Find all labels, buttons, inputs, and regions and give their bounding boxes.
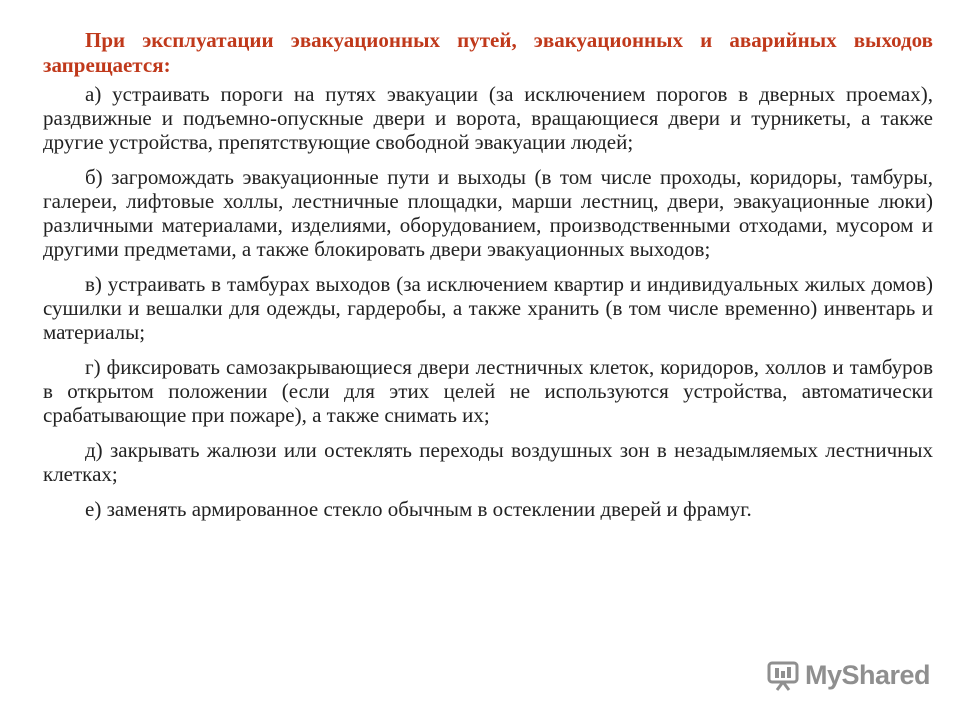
list-item-f: е) заменять армированное стекло обычным в остеклении дверей и фрамуг. [85, 497, 752, 521]
list-item-d: г) фиксировать самозакрывающиеся двери лестничных клеток, коридоров, холлов и тамбуров в открытом положении (если для этих целей не используются устройства, автоматически срабатывающие при пожаре), а также снимать их; [43, 355, 933, 427]
list-item-b: б) загромождать эвакуационные пути и выходы (в том числе проходы, коридоры, тамбуры, галереи, лифтовые холлы, лестничные площадки, марши лестниц, двери, эвакуационные люки) различными материалами, изделиями, оборудованием, производственными отходами, мусором и другими предметами, а также блокировать двери эвакуационных выходов; [43, 165, 933, 261]
slide-heading: При эксплуатации эвакуационных путей, эвакуационных и аварийных выходов запрещается: [43, 28, 933, 77]
slide-content [43, 28, 933, 532]
presentation-board-icon [766, 658, 800, 692]
list-item-e: д) закрывать жалюзи или остеклять переходы воздушных зон в незадымляемых лестничных клетках; [43, 438, 933, 486]
watermark-brand-text: MyShared [805, 659, 931, 690]
list-item-a: а) устраивать пороги на путях эвакуации (за исключением порогов в дверных проемах), раздвижные и подъемно-опускные двери и ворота, вращающиеся двери и турникеты, а также другие устройства, препятствующие свободной эвакуации людей; [43, 82, 933, 154]
list-item-c: в) устраивать в тамбурах выходов (за исключением квартир и индивидуальных жилых домов) сушилки и вешалки для одежды, гардеробы, а также хранить (в том числе временно) инвентарь и материалы; [43, 272, 933, 344]
myshared-watermark [766, 655, 930, 695]
